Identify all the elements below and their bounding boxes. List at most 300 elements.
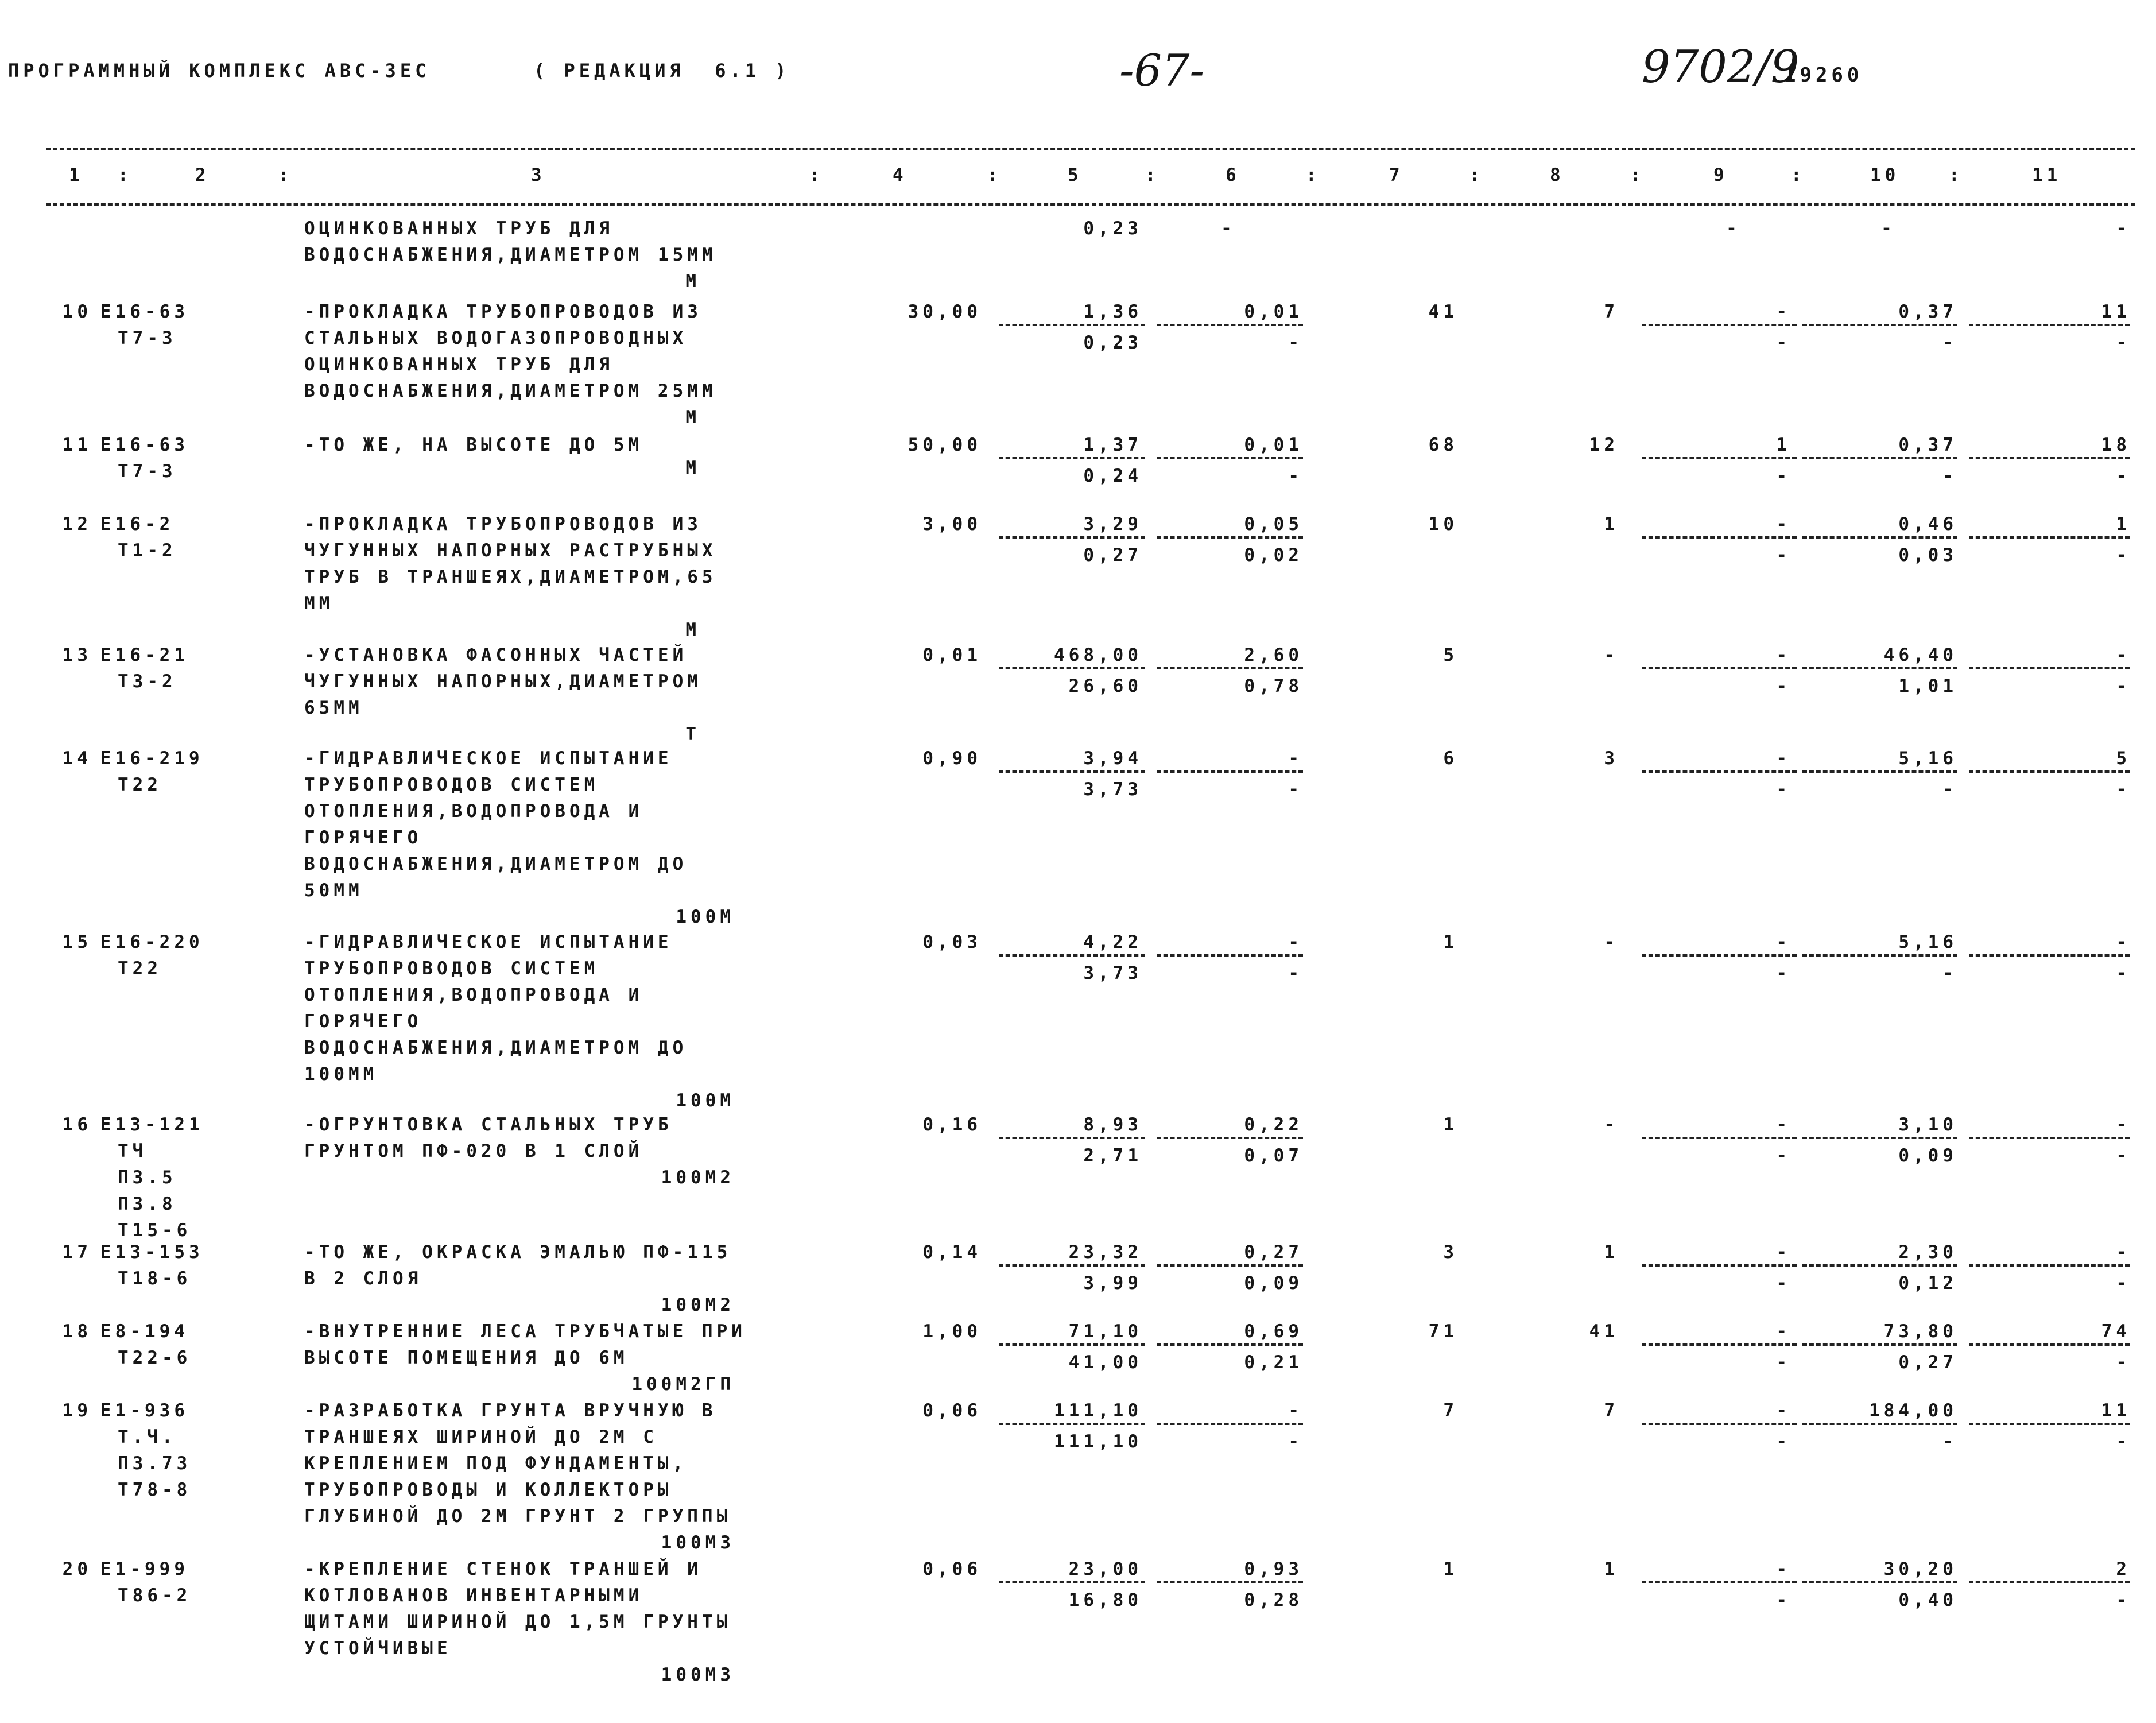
row-divider-6 — [1157, 457, 1303, 459]
row-cell-5b: 0,23 — [1083, 332, 1142, 353]
continuation-cell-9b: - — [1726, 218, 1741, 239]
row-code-line: Т22 — [118, 958, 162, 979]
row-cell-11b: - — [2116, 545, 2131, 566]
row-description-line: ВОДОСНАБЖЕНИЯ,ДИАМЕТРОМ ДО — [304, 854, 688, 874]
row-cell-5: 1,36 — [1083, 301, 1142, 322]
row-description-line: 65ММ — [304, 698, 363, 718]
row-cell-11: 18 — [2101, 435, 2131, 455]
continuation-desc-line: ВОДОСНАБЖЕНИЯ,ДИАМЕТРОМ 15ММ — [304, 245, 717, 265]
row-cell-9b: - — [1776, 545, 1791, 566]
row-code-line: Е16-21 — [100, 645, 189, 665]
row-cell-9b: - — [1776, 1145, 1791, 1166]
row-cell-11: - — [2116, 1242, 2131, 1263]
row-code-line: Е16-219 — [100, 748, 204, 769]
row-cell-9b: - — [1776, 963, 1791, 984]
column-header-3: 3 — [531, 165, 546, 185]
row-code-line: Т86-2 — [118, 1585, 192, 1606]
row-cell-11: 5 — [2116, 748, 2131, 769]
row-cell-8: 3 — [1604, 748, 1619, 769]
row-code-line: П3.73 — [118, 1453, 192, 1474]
column-header-9: 9 — [1713, 165, 1728, 185]
row-number: 11 — [62, 435, 92, 455]
row-cell-6b: - — [1288, 963, 1303, 984]
row-description-line: ГЛУБИНОЙ ДО 2М ГРУНТ 2 ГРУППЫ — [304, 1506, 732, 1527]
row-cell-9b: - — [1776, 1590, 1791, 1610]
row-description-line: ТРУБ В ТРАНШЕЯХ,ДИАМЕТРОМ,65 — [304, 567, 717, 587]
row-unit: 100М3 — [661, 1664, 735, 1685]
row-number: 19 — [62, 1400, 92, 1421]
row-cell-11b: - — [2116, 1431, 2131, 1452]
row-cell-7: 1 — [1443, 932, 1458, 953]
row-code-line: Е8-194 — [100, 1321, 189, 1342]
row-cell-6b: 0,78 — [1244, 676, 1303, 696]
page-number: -67- — [1119, 45, 1205, 96]
row-cell-6: 0,05 — [1244, 514, 1303, 535]
row-description-line: -УСТАНОВКА ФАСОННЫХ ЧАСТЕЙ — [304, 645, 688, 665]
row-description-line: ГОРЯЧЕГО — [304, 827, 422, 848]
row-divider-9 — [1642, 1343, 1797, 1346]
row-unit: М — [685, 407, 700, 428]
row-description-line: -КРЕПЛЕНИЕ СТЕНОК ТРАНШЕЙ И — [304, 1559, 702, 1579]
row-cell-8: 12 — [1589, 435, 1619, 455]
row-cell-7: 5 — [1443, 645, 1458, 665]
column-header-sep: : — [118, 165, 133, 185]
row-description-line: ГОРЯЧЕГО — [304, 1011, 422, 1032]
row-divider-5 — [999, 1343, 1145, 1346]
row-divider-11 — [1969, 1343, 2130, 1346]
row-divider-6 — [1157, 324, 1303, 326]
row-divider-5 — [999, 1423, 1145, 1425]
row-cell-5b: 16,80 — [1068, 1590, 1142, 1610]
row-description-line: ВОДОСНАБЖЕНИЯ,ДИАМЕТРОМ ДО — [304, 1037, 688, 1058]
row-cell-6b: - — [1288, 332, 1303, 353]
row-unit: 100М3 — [661, 1532, 735, 1553]
row-cell-7: 6 — [1443, 748, 1458, 769]
row-divider-6 — [1157, 1137, 1303, 1139]
row-cell-11b: - — [2116, 332, 2131, 353]
row-divider-10 — [1802, 1581, 1957, 1583]
row-cell-9: - — [1776, 748, 1791, 769]
row-cell-9: - — [1776, 1559, 1791, 1579]
row-cell-8: 1 — [1604, 1242, 1619, 1263]
row-code-line: Е1-999 — [100, 1559, 189, 1579]
row-divider-9 — [1642, 954, 1797, 957]
row-cell-6b: 0,02 — [1244, 545, 1303, 566]
row-cell-9: - — [1776, 301, 1791, 322]
row-cell-10: 0,46 — [1898, 514, 1957, 535]
row-cell-10b: 0,27 — [1898, 1352, 1957, 1373]
row-cell-5b: 0,27 — [1083, 545, 1142, 566]
row-cell-10: 5,16 — [1898, 932, 1957, 953]
row-description-line: -ГИДРАВЛИЧЕСКОЕ ИСПЫТАНИЕ — [304, 932, 673, 953]
continuation-cell-6b: - — [1221, 218, 1236, 239]
row-cell-10: 0,37 — [1898, 435, 1957, 455]
row-cell-4: 0,01 — [922, 645, 982, 665]
row-description-line: -ГИДРАВЛИЧЕСКОЕ ИСПЫТАНИЕ — [304, 748, 673, 769]
row-divider-11 — [1969, 1264, 2130, 1267]
row-cell-11: - — [2116, 1114, 2131, 1135]
row-description-line: 50ММ — [304, 880, 363, 901]
row-code-line: Е16-2 — [100, 514, 175, 535]
row-code-line: Т78-8 — [118, 1480, 192, 1500]
row-cell-4: 1,00 — [922, 1321, 982, 1342]
row-unit: М — [685, 458, 700, 478]
row-description-line: КРЕПЛЕНИЕМ ПОД ФУНДАМЕНТЫ, — [304, 1453, 688, 1474]
row-cell-6: 0,22 — [1244, 1114, 1303, 1135]
row-cell-6b: 0,21 — [1244, 1352, 1303, 1373]
row-cell-8: 1 — [1604, 514, 1619, 535]
row-unit: 100М — [676, 1090, 735, 1111]
column-header-sep: : — [1791, 165, 1806, 185]
row-cell-11b: - — [2116, 1590, 2131, 1610]
program-title: ПРОГРАММНЫЙ КОМПЛЕКС АВС-3ЕС — [8, 60, 431, 82]
column-header-sep: : — [1306, 165, 1321, 185]
row-divider-10 — [1802, 1423, 1957, 1425]
row-cell-11: - — [2116, 932, 2131, 953]
row-code-line: Е13-121 — [100, 1114, 204, 1135]
row-cell-5b: 3,73 — [1083, 779, 1142, 800]
row-divider-5 — [999, 1581, 1145, 1583]
row-cell-5: 23,00 — [1068, 1559, 1142, 1579]
row-divider-5 — [999, 324, 1145, 326]
column-header-5: 5 — [1068, 165, 1083, 185]
row-divider-11 — [1969, 954, 2130, 957]
row-divider-6 — [1157, 1264, 1303, 1267]
row-cell-10: 46,40 — [1883, 645, 1957, 665]
row-cell-10: 2,30 — [1898, 1242, 1957, 1263]
column-header-10: 10 — [1870, 165, 1900, 185]
row-cell-6: 0,93 — [1244, 1559, 1303, 1579]
row-divider-10 — [1802, 770, 1957, 773]
row-cell-10b: - — [1942, 779, 1957, 800]
row-cell-10b: 1,01 — [1898, 676, 1957, 696]
row-divider-11 — [1969, 536, 2130, 539]
row-description-line: ТРАНШЕЯХ ШИРИНОЙ ДО 2М С — [304, 1427, 658, 1447]
row-cell-4: 0,14 — [922, 1242, 982, 1263]
row-divider-10 — [1802, 457, 1957, 459]
column-header-8: 8 — [1550, 165, 1565, 185]
column-header-7: 7 — [1389, 165, 1404, 185]
row-divider-6 — [1157, 667, 1303, 669]
row-cell-10: 3,10 — [1898, 1114, 1957, 1135]
row-cell-7: 41 — [1428, 301, 1458, 322]
row-cell-4: 50,00 — [908, 435, 982, 455]
row-divider-9 — [1642, 536, 1797, 539]
continuation-cell-11b: - — [2116, 218, 2131, 239]
document-code: 9702/9 — [1642, 41, 1800, 93]
row-cell-4: 3,00 — [922, 514, 982, 535]
row-divider-10 — [1802, 324, 1957, 326]
row-divider-5 — [999, 457, 1145, 459]
row-description-line: -ПРОКЛАДКА ТРУБОПРОВОДОВ ИЗ — [304, 301, 702, 322]
row-divider-6 — [1157, 1581, 1303, 1583]
row-unit: 100М2 — [661, 1295, 735, 1315]
row-code-line: Е16-220 — [100, 932, 204, 953]
row-description-line: КОТЛОВАНОВ ИНВЕНТАРНЫМИ — [304, 1585, 643, 1606]
row-cell-7: 1 — [1443, 1559, 1458, 1579]
row-cell-5: 23,32 — [1068, 1242, 1142, 1263]
row-description-line: -ОГРУНТОВКА СТАЛЬНЫХ ТРУБ — [304, 1114, 673, 1135]
row-cell-10b: - — [1942, 332, 1957, 353]
row-cell-6b: - — [1288, 466, 1303, 486]
row-divider-10 — [1802, 954, 1957, 957]
row-code-line: Е13-153 — [100, 1242, 204, 1263]
row-cell-10b: 0,12 — [1898, 1273, 1957, 1294]
row-cell-6: 2,60 — [1244, 645, 1303, 665]
row-cell-8: - — [1604, 1114, 1619, 1135]
row-code-line: ТЧ — [118, 1141, 148, 1161]
row-code-line: Е16-63 — [100, 435, 189, 455]
row-cell-10b: - — [1942, 466, 1957, 486]
row-cell-11: 11 — [2101, 1400, 2131, 1421]
row-cell-9: - — [1776, 1242, 1791, 1263]
row-cell-5b: 26,60 — [1068, 676, 1142, 696]
row-divider-5 — [999, 1264, 1145, 1267]
row-divider-10 — [1802, 667, 1957, 669]
row-cell-9b: - — [1776, 1273, 1791, 1294]
row-cell-9: - — [1776, 645, 1791, 665]
row-divider-9 — [1642, 457, 1797, 459]
row-description-line: В 2 СЛОЯ — [304, 1268, 422, 1289]
row-divider-6 — [1157, 954, 1303, 957]
column-header-1: 1 — [69, 165, 84, 185]
row-divider-9 — [1642, 667, 1797, 669]
row-cell-6: 0,69 — [1244, 1321, 1303, 1342]
row-divider-5 — [999, 770, 1145, 773]
row-cell-11b: - — [2116, 676, 2131, 696]
row-cell-10b: 0,09 — [1898, 1145, 1957, 1166]
continuation-unit: М — [685, 271, 700, 292]
row-divider-9 — [1642, 770, 1797, 773]
row-divider-10 — [1802, 1137, 1957, 1139]
row-cell-7: 7 — [1443, 1400, 1458, 1421]
row-cell-8: 1 — [1604, 1559, 1619, 1579]
row-divider-11 — [1969, 770, 2130, 773]
row-divider-5 — [999, 1137, 1145, 1139]
row-cell-9: - — [1776, 514, 1791, 535]
row-code-line: Т22-6 — [118, 1348, 192, 1368]
row-description-line: -РАЗРАБОТКА ГРУНТА ВРУЧНУЮ В — [304, 1400, 717, 1421]
row-description-line: -ТО ЖЕ, ОКРАСКА ЭМАЛЬЮ ПФ-115 — [304, 1242, 732, 1263]
column-header-sep: : — [1630, 165, 1645, 185]
row-unit: 100М2 — [661, 1167, 735, 1188]
row-cell-4: 30,00 — [908, 301, 982, 322]
row-divider-10 — [1802, 1343, 1957, 1346]
row-cell-6b: 0,07 — [1244, 1145, 1303, 1166]
row-cell-6: - — [1288, 1400, 1303, 1421]
row-divider-10 — [1802, 536, 1957, 539]
row-cell-4: 0,06 — [922, 1400, 982, 1421]
column-header-sep: : — [809, 165, 824, 185]
row-cell-11b: - — [2116, 1352, 2131, 1373]
row-divider-5 — [999, 536, 1145, 539]
row-description-line: ОЦИНКОВАННЫХ ТРУБ ДЛЯ — [304, 354, 614, 375]
row-cell-11: 74 — [2101, 1321, 2131, 1342]
row-cell-6b: - — [1288, 1431, 1303, 1452]
row-cell-11b: - — [2116, 963, 2131, 984]
row-cell-5: 71,10 — [1068, 1321, 1142, 1342]
row-cell-7: 3 — [1443, 1242, 1458, 1263]
row-code-line: Т.Ч. — [118, 1427, 177, 1447]
row-divider-9 — [1642, 1264, 1797, 1267]
row-cell-5: 3,29 — [1083, 514, 1142, 535]
row-code-line: Т7-3 — [118, 328, 177, 349]
row-divider-9 — [1642, 1581, 1797, 1583]
row-cell-5b: 111,10 — [1054, 1431, 1142, 1452]
row-cell-11b: - — [2116, 1273, 2131, 1294]
row-description-line: ЧУГУННЫХ НАПОРНЫХ,ДИАМЕТРОМ — [304, 671, 702, 692]
row-divider-9 — [1642, 324, 1797, 326]
row-description-line: ЩИТАМИ ШИРИНОЙ ДО 1,5М ГРУНТЫ — [304, 1612, 732, 1632]
row-cell-11: 1 — [2116, 514, 2131, 535]
row-description-line: -ТО ЖЕ, НА ВЫСОТЕ ДО 5М — [304, 435, 643, 455]
row-cell-8: - — [1604, 645, 1619, 665]
row-cell-10b: - — [1942, 963, 1957, 984]
column-header-sep: : — [1145, 165, 1160, 185]
row-cell-11: 2 — [2116, 1559, 2131, 1579]
row-description-line: ЧУГУННЫХ НАПОРНЫХ РАСТРУБНЫХ — [304, 540, 717, 561]
row-cell-11: - — [2116, 645, 2131, 665]
row-cell-5b: 0,24 — [1083, 466, 1142, 486]
row-cell-7: 10 — [1428, 514, 1458, 535]
row-cell-10: 73,80 — [1883, 1321, 1957, 1342]
row-divider-6 — [1157, 1343, 1303, 1346]
row-divider-11 — [1969, 1423, 2130, 1425]
row-number: 12 — [62, 514, 92, 535]
row-cell-7: 68 — [1428, 435, 1458, 455]
row-code-line: Т7-3 — [118, 461, 177, 482]
row-cell-5b: 3,73 — [1083, 963, 1142, 984]
row-code-line: П3.8 — [118, 1194, 177, 1214]
row-unit: Т — [685, 724, 700, 745]
row-number: 13 — [62, 645, 92, 665]
row-cell-5: 468,00 — [1054, 645, 1142, 665]
row-cell-11b: - — [2116, 466, 2131, 486]
row-divider-6 — [1157, 1423, 1303, 1425]
row-divider-9 — [1642, 1423, 1797, 1425]
column-header-2: 2 — [195, 165, 210, 185]
row-cell-6b: - — [1288, 779, 1303, 800]
row-divider-11 — [1969, 1581, 2130, 1583]
row-unit: 100М — [676, 907, 735, 927]
row-code-line: Т15-6 — [118, 1220, 192, 1241]
row-cell-4: 0,16 — [922, 1114, 982, 1135]
row-divider-9 — [1642, 1137, 1797, 1139]
row-description-line: 100ММ — [304, 1064, 378, 1085]
row-cell-11b: - — [2116, 1145, 2131, 1166]
row-description-line: ММ — [304, 593, 334, 614]
row-divider-10 — [1802, 1264, 1957, 1267]
row-number: 16 — [62, 1114, 92, 1135]
row-cell-9b: - — [1776, 466, 1791, 486]
row-cell-6: - — [1288, 932, 1303, 953]
row-cell-10b: - — [1942, 1431, 1957, 1452]
row-description-line: ОТОПЛЕНИЯ,ВОДОПРОВОДА И — [304, 985, 643, 1005]
row-cell-5: 111,10 — [1054, 1400, 1142, 1421]
row-description-line: ТРУБОПРОВОДОВ СИСТЕМ — [304, 958, 599, 979]
row-cell-5: 1,37 — [1083, 435, 1142, 455]
row-cell-9: - — [1776, 1321, 1791, 1342]
row-description-line: ВЫСОТЕ ПОМЕЩЕНИЯ ДО 6М — [304, 1348, 629, 1368]
row-code-line: П3.5 — [118, 1167, 177, 1188]
row-cell-10b: 0,40 — [1898, 1590, 1957, 1610]
row-cell-9b: - — [1776, 1431, 1791, 1452]
row-unit: М — [685, 619, 700, 640]
row-cell-10: 0,37 — [1898, 301, 1957, 322]
row-cell-6b: 0,09 — [1244, 1273, 1303, 1294]
row-cell-9b: - — [1776, 779, 1791, 800]
row-description-line: ВОДОСНАБЖЕНИЯ,ДИАМЕТРОМ 25ММ — [304, 381, 717, 401]
row-cell-5: 4,22 — [1083, 932, 1142, 953]
column-header-11: 11 — [2032, 165, 2062, 185]
row-code-line: Т3-2 — [118, 671, 177, 692]
row-number: 10 — [62, 301, 92, 322]
row-cell-9: 1 — [1776, 435, 1791, 455]
row-cell-4: 0,03 — [922, 932, 982, 953]
row-cell-8: 7 — [1604, 1400, 1619, 1421]
row-cell-8: 7 — [1604, 301, 1619, 322]
continuation-cell-10b: - — [1881, 218, 1896, 239]
row-cell-7: 71 — [1428, 1321, 1458, 1342]
row-cell-4: 0,06 — [922, 1559, 982, 1579]
row-cell-6b: 0,28 — [1244, 1590, 1303, 1610]
row-cell-6: - — [1288, 748, 1303, 769]
row-cell-9: - — [1776, 932, 1791, 953]
row-cell-4: 0,90 — [922, 748, 982, 769]
row-number: 15 — [62, 932, 92, 953]
row-cell-5b: 3,99 — [1083, 1273, 1142, 1294]
row-code-line: Т22 — [118, 775, 162, 795]
row-cell-11b: - — [2116, 779, 2131, 800]
column-header-sep: : — [987, 165, 1002, 185]
row-description-line: СТАЛЬНЫХ ВОДОГАЗОПРОВОДНЫХ — [304, 328, 688, 349]
row-cell-5b: 41,00 — [1068, 1352, 1142, 1373]
row-cell-9b: - — [1776, 1352, 1791, 1373]
row-divider-11 — [1969, 1137, 2130, 1139]
row-code-line: Т1-2 — [118, 540, 177, 561]
row-cell-9: - — [1776, 1400, 1791, 1421]
row-number: 20 — [62, 1559, 92, 1579]
column-header-6: 6 — [1226, 165, 1240, 185]
row-cell-8: 41 — [1589, 1321, 1619, 1342]
row-cell-10b: 0,03 — [1898, 545, 1957, 566]
row-cell-9: - — [1776, 1114, 1791, 1135]
row-divider-11 — [1969, 324, 2130, 326]
row-cell-5b: 2,71 — [1083, 1145, 1142, 1166]
row-description-line: ТРУБОПРОВОДЫ И КОЛЛЕКТОРЫ — [304, 1480, 673, 1500]
row-number: 17 — [62, 1242, 92, 1263]
row-cell-6: 0,01 — [1244, 301, 1303, 322]
row-divider-11 — [1969, 667, 2130, 669]
row-description-line: -ВНУТРЕННИЕ ЛЕСА ТРУБЧАТЫЕ ПРИ — [304, 1321, 746, 1342]
row-cell-10: 30,20 — [1883, 1559, 1957, 1579]
document-number: 19260 — [1784, 64, 1863, 87]
row-cell-9b: - — [1776, 332, 1791, 353]
row-description-line: -ПРОКЛАДКА ТРУБОПРОВОДОВ ИЗ — [304, 514, 702, 535]
row-cell-11: 11 — [2101, 301, 2131, 322]
row-divider-6 — [1157, 770, 1303, 773]
row-number: 18 — [62, 1321, 92, 1342]
continuation-cell-5b: 0,23 — [1083, 218, 1142, 239]
row-code-line: Е1-936 — [100, 1400, 189, 1421]
row-description-line: ТРУБОПРОВОДОВ СИСТЕМ — [304, 775, 599, 795]
row-code-line: Т18-6 — [118, 1268, 192, 1289]
row-description-line: ОТОПЛЕНИЯ,ВОДОПРОВОДА И — [304, 801, 643, 822]
row-description-line: ГРУНТОМ ПФ-020 В 1 СЛОЙ — [304, 1141, 643, 1161]
row-cell-5: 8,93 — [1083, 1114, 1142, 1135]
row-cell-5: 3,94 — [1083, 748, 1142, 769]
column-header-4: 4 — [893, 165, 908, 185]
